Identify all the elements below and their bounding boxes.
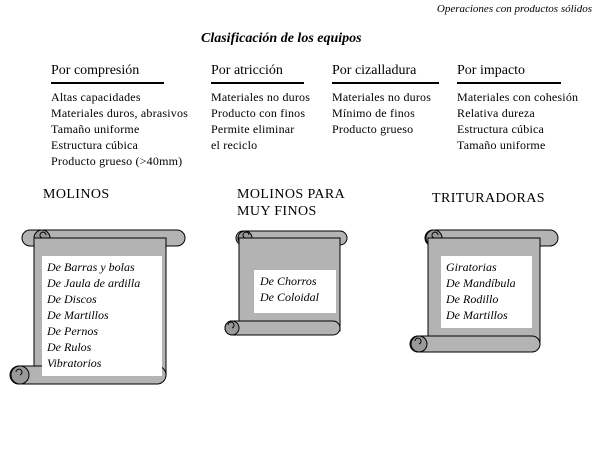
list-item: De Barras y bolas <box>47 260 135 274</box>
column-item: Materiales no duros <box>211 90 311 104</box>
column-item: Estructura cúbica <box>457 122 545 136</box>
column-item: Producto grueso <box>332 122 414 136</box>
page-header: Operaciones con productos sólidos <box>436 3 592 15</box>
group-title-line: MOLINOS <box>43 187 110 202</box>
column-heading: Por atricción <box>211 63 304 84</box>
list-item: De Martillos <box>446 308 508 322</box>
group-title-line: TRITURADORAS <box>432 191 545 206</box>
column-heading: Por cizalladura <box>332 63 439 84</box>
column-item: Tamaño uniforme <box>457 138 546 152</box>
list-item: De Jaula de ardilla <box>47 276 141 290</box>
list-item: De Coloidal <box>260 290 319 304</box>
column-item: Mínimo de finos <box>332 106 415 120</box>
column-item: Permite eliminar <box>211 122 295 136</box>
scroll-panel-molinos-finos <box>254 270 336 313</box>
scroll-panel-molinos <box>42 256 162 376</box>
list-item: De Discos <box>47 292 97 306</box>
list-item: Giratorias <box>446 260 497 274</box>
list-item: De Chorros <box>260 274 317 288</box>
list-item: De Martillos <box>47 308 109 322</box>
column-item: Materiales con cohesión <box>457 90 579 104</box>
list-item: De Rulos <box>47 340 92 354</box>
column-item: Estructura cúbica <box>51 138 139 152</box>
column-heading: Por compresión <box>51 63 164 84</box>
column-item: Producto grueso (>40mm) <box>51 154 183 168</box>
column-item: Materiales duros, abrasivos <box>51 106 189 120</box>
list-item: Vibratorios <box>47 356 102 370</box>
page-title: Clasificación de los equipos <box>201 31 362 46</box>
list-item: De Mandíbula <box>446 276 516 290</box>
column-heading: Por impacto <box>457 63 561 84</box>
column-item: Producto con finos <box>211 106 306 120</box>
column-item: Tamaño uniforme <box>51 122 140 136</box>
group-title-line: MUY FINOS <box>237 204 317 219</box>
scroll-panel-trituradoras <box>441 256 532 328</box>
column-item: Altas capacidades <box>51 90 141 104</box>
column-item: Materiales no duros <box>332 90 432 104</box>
column-item: Relativa dureza <box>457 106 535 120</box>
list-item: De Rodillo <box>446 292 499 306</box>
column-item: el reciclo <box>211 138 258 152</box>
group-title-line: MOLINOS PARA <box>237 187 346 202</box>
list-item: De Pernos <box>47 324 98 338</box>
